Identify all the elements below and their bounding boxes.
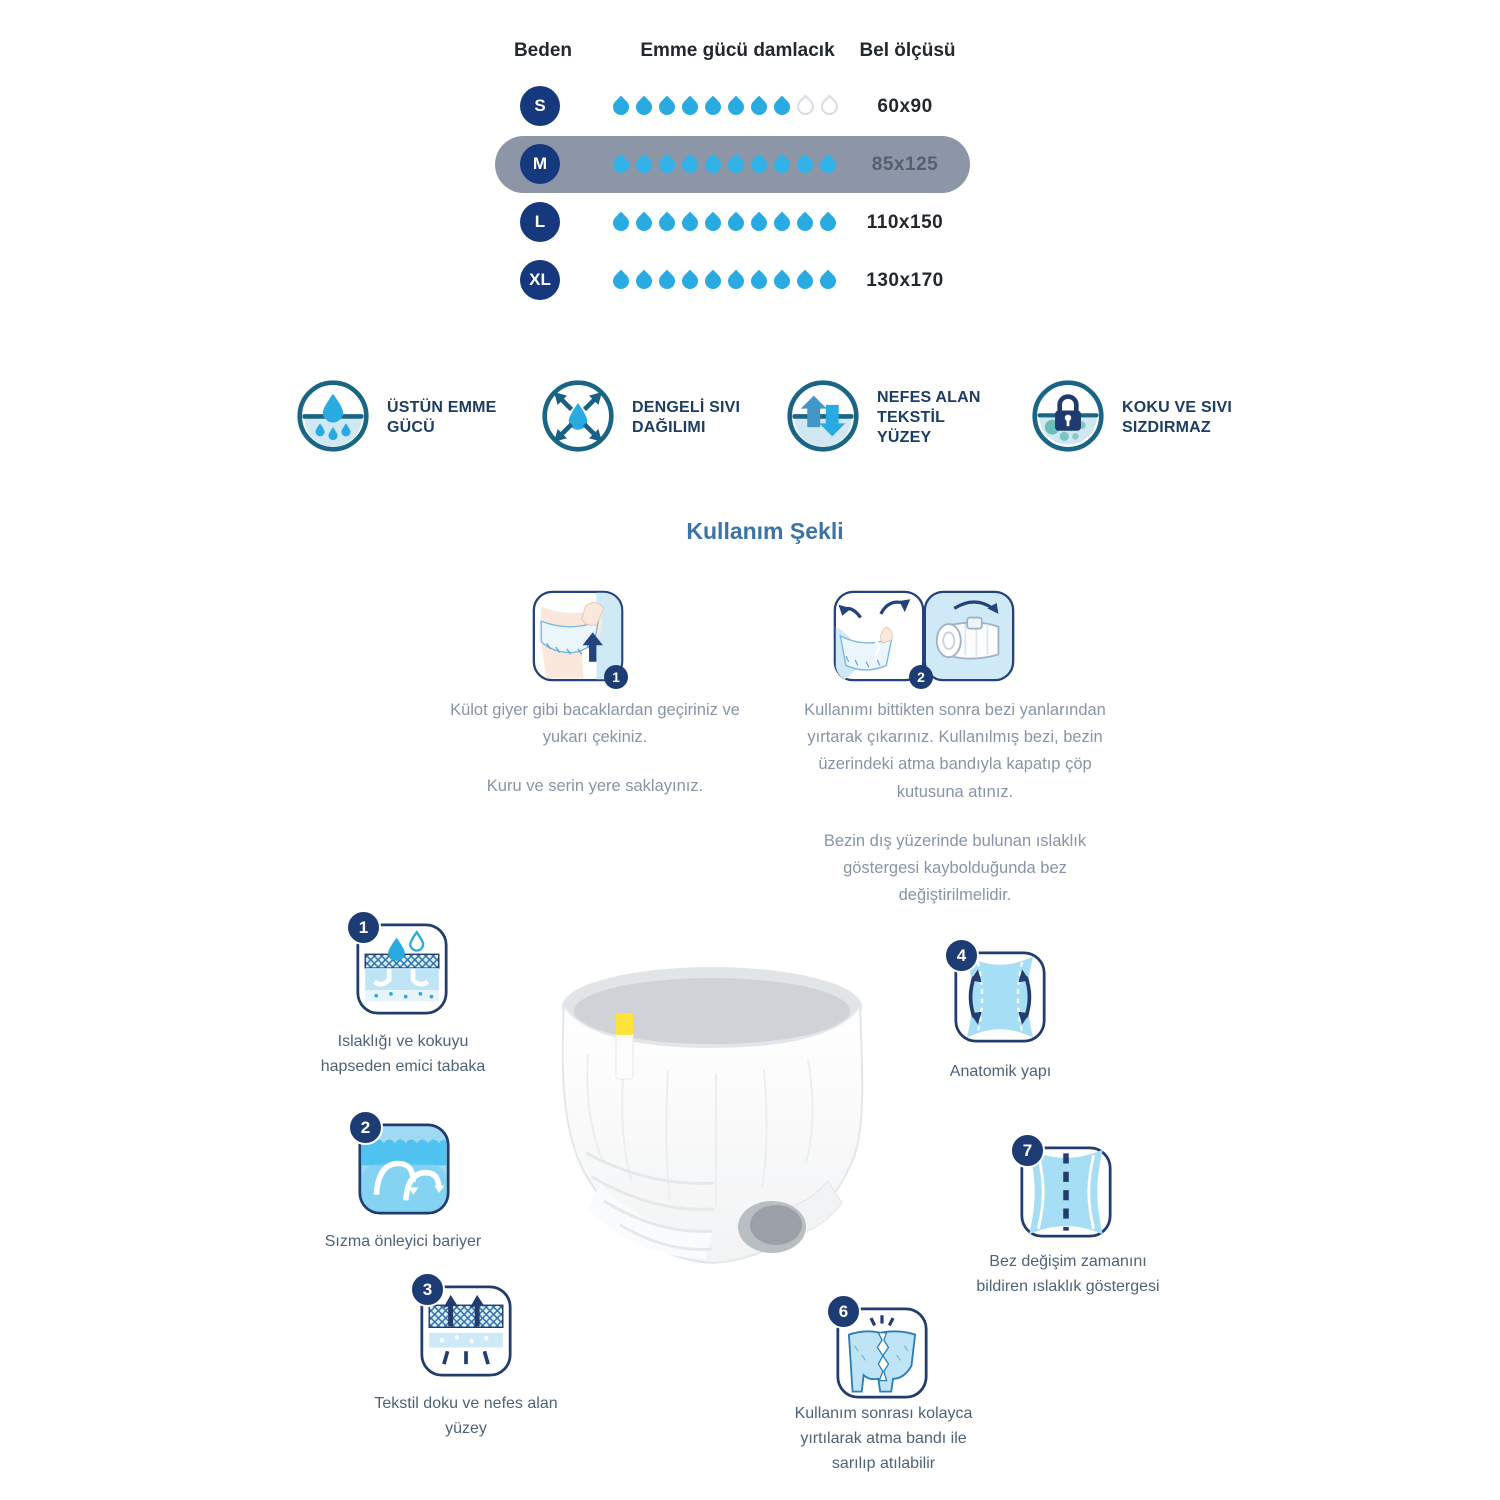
column-header-waist: Bel ölçüsü [859,40,956,61]
droplet-filled-icon [656,269,679,292]
absorbency-droplets [613,78,838,135]
droplet-filled-icon [771,153,794,176]
leakproof-lock-icon [1031,379,1105,458]
feature-box-barrier [358,1117,450,1216]
feature-number-badge: 6 [826,1294,861,1329]
feature-box-tear-dispose [836,1301,928,1400]
usage-step-2-text [788,697,1122,932]
droplet-filled-icon [633,211,656,234]
breathable-icon [786,379,860,458]
feature-number-badge: 4 [944,938,979,973]
feature-label: ÜSTÜN EMME GÜCÜ [387,399,497,436]
feature-number-badge: 2 [348,1110,383,1145]
usage-step-1-illustration [532,590,624,687]
feature-number-badge: 1 [346,910,381,945]
droplet-filled-icon [794,153,817,176]
droplet-empty-icon [793,94,817,118]
droplet-filled-icon [633,269,656,292]
droplet-filled-icon [725,95,748,118]
absorbency-droplets [613,136,836,193]
droplet-filled-icon [610,95,633,118]
droplet-filled-icon [679,153,702,176]
size-badge[interactable]: S [520,86,560,126]
feature-caption: Tekstil doku ve nefes alan yüzey [374,1395,558,1437]
step-paragraph: Bezin dış yüzerinde bulunan ıslaklık göstergesi kaybolduğunda bez değiştirilmelidir. [823,831,1087,905]
size-row-m[interactable] [495,136,970,193]
droplet-filled-icon [771,211,794,234]
product-image [540,945,885,1310]
droplet-filled-icon [817,269,840,292]
droplet-filled-icon [610,211,633,234]
feature-label: DENGELİ SIVI DAĞILIMI [632,399,741,436]
feature-caption: Sızma önleyici bariyer [324,1233,482,1250]
droplet-filled-icon [633,153,656,176]
size-badge[interactable]: XL [520,260,560,300]
feature-breathable [786,376,999,460]
droplet-filled-icon [702,153,725,176]
size-row-l[interactable] [495,194,970,251]
droplet-filled-icon [610,269,633,292]
droplet-filled-icon [656,153,679,176]
step-paragraph: Külot giyer gibi bacaklardan geçiriniz ve yukarı çekiniz. [450,701,740,747]
feature-leakproof [1031,376,1242,460]
feature-distribution [541,376,754,460]
step-number-badge: 2 [909,665,933,689]
droplet-filled-icon [702,95,725,118]
size-badge[interactable]: M [520,144,560,184]
droplet-filled-icon [633,95,656,118]
wetness-indicator-tab [616,1013,633,1035]
droplet-filled-icon [702,211,725,234]
usage-title: Kullanım Şekli [686,518,844,544]
usage-step-2b-illustration [917,590,1015,687]
droplet-filled-icon [748,153,771,176]
step-number-badge: 1 [604,665,628,689]
droplet-filled-icon [679,95,702,118]
absorption-icon [296,379,370,458]
droplet-filled-icon [817,211,840,234]
droplet-filled-icon [656,211,679,234]
column-header-size: Beden [513,40,573,61]
droplet-filled-icon [794,269,817,292]
droplet-filled-icon [725,153,748,176]
column-header-absorbency: Emme gücü damlacık [640,40,835,61]
feature-number-badge: 7 [1010,1133,1045,1168]
droplet-filled-icon [748,95,771,118]
feature-box-wetness-indicator [1020,1140,1112,1239]
droplet-empty-icon [817,94,841,118]
droplet-filled-icon [679,269,702,292]
waist-measurement: 60x90 [877,95,933,117]
waist-measurement: 130x170 [866,269,944,291]
droplet-filled-icon [794,211,817,234]
feature-number-badge: 3 [410,1272,445,1307]
feature-caption: Bez değişim zamanını bildiren ıslaklık göstergesi [976,1253,1160,1295]
feature-label: NEFES ALAN TEKSTİL YÜZEY [877,389,981,446]
size-row-xl[interactable] [495,252,970,309]
feature-caption: Kullanım sonrası kolayca yırtılarak atma bandı ile sarılıp atılabilir [794,1405,973,1472]
absorbency-droplets [613,194,836,251]
droplet-filled-icon [679,211,702,234]
droplet-filled-icon [725,211,748,234]
waist-measurement: 85x125 [871,153,939,175]
rolled-diaper-icon [923,590,1015,682]
droplet-filled-icon [725,269,748,292]
droplet-filled-icon [702,269,725,292]
feature-label: KOKU VE SIVI SIZDIRMAZ [1122,399,1232,436]
size-row-s[interactable] [495,78,970,135]
feature-caption: Anatomik yapı [949,1063,1052,1080]
usage-step-1-text [428,697,762,823]
droplet-filled-icon [771,269,794,292]
droplet-filled-icon [748,211,771,234]
feature-caption: Islaklığı ve kokuyu hapseden emici tabaka [320,1033,486,1075]
feature-box-textile [420,1279,512,1378]
waist-measurement: 110x150 [866,211,944,233]
feature-absorption [296,376,499,460]
droplet-filled-icon [610,153,633,176]
droplet-filled-icon [748,269,771,292]
step-paragraph: Kuru ve serin yere saklayınız. [486,777,704,796]
feature-box-absorbent-layer [356,917,448,1016]
droplet-filled-icon [817,153,840,176]
distribution-icon [541,379,615,458]
step-paragraph: Kullanımı bittikten sonra bezi yanlarından yırtarak çıkarınız. Kullanılmış bezi, bezin üzerindeki atma bandıyla kapatıp çöp kutusuna atınız. [804,701,1106,801]
size-badge[interactable]: L [520,202,560,242]
droplet-filled-icon [656,95,679,118]
feature-box-anatomic [954,945,1046,1044]
absorbency-droplets [613,252,836,309]
droplet-filled-icon [771,95,794,118]
